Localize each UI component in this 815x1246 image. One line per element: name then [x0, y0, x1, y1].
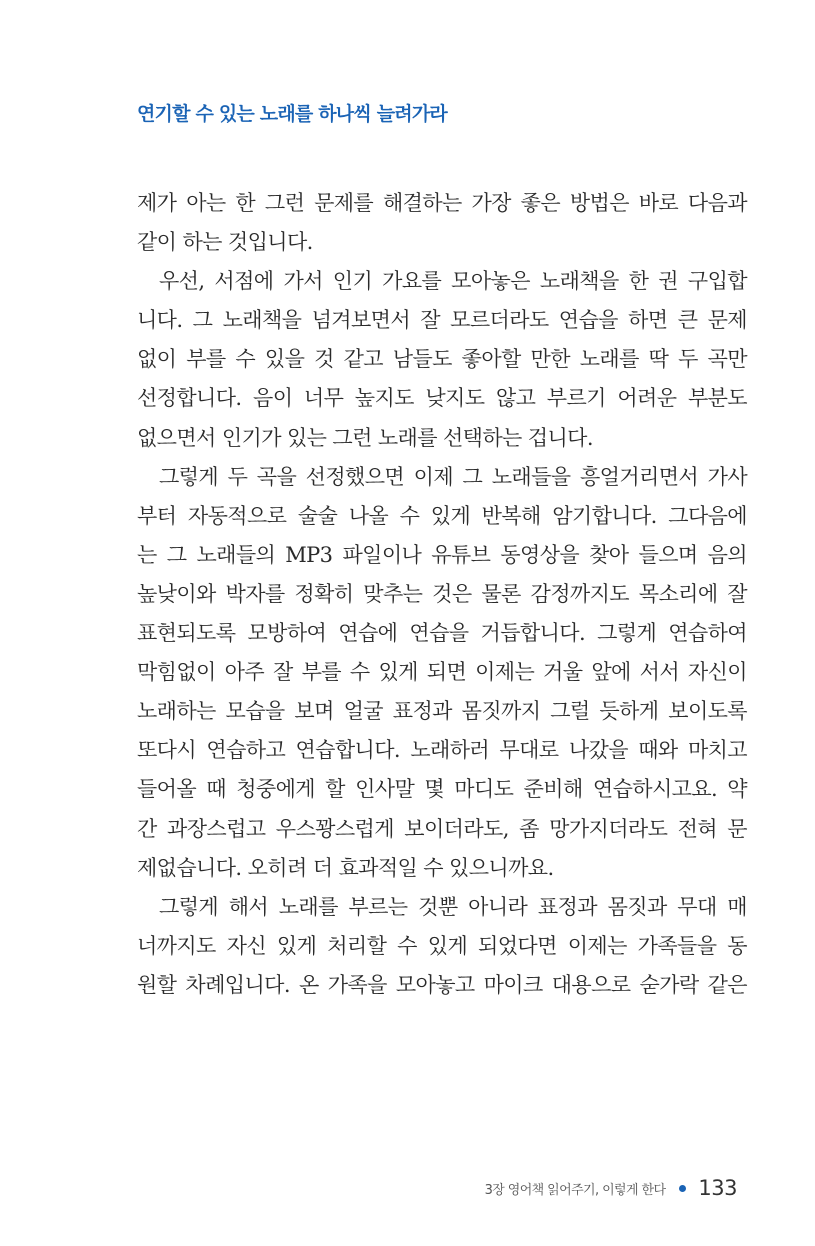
text-line: 니다. 그 노래책을 넘겨보면서 잘 모르더라도 연습을 하면 큰 문제: [137, 308, 747, 333]
running-footer-chapter: 3장 영어책 읽어주기, 이렇게 한다: [484, 1182, 666, 1198]
text-line: 는 그 노래들의 MP3 파일이나 유튜브 동영상을 찾아 들으며 음의: [137, 542, 747, 567]
text-line: 그렇게 해서 노래를 부르는 것뿐 아니라 표정과 몸짓과 무대 매: [159, 894, 747, 919]
text-line: 표현되도록 모방하여 연습에 연습을 거듭합니다. 그렇게 연습하여: [137, 621, 747, 646]
text-line: 제없습니다. 오히려 더 효과적일 수 있으니까요.: [137, 855, 554, 880]
text-line: 간 과장스럽고 우스꽝스럽게 보이더라도, 좀 망가지더라도 전혀 문: [137, 816, 747, 841]
text-line: 들어올 때 청중에게 할 인사말 몇 마디도 준비해 연습하시고요. 약: [137, 777, 747, 802]
text-line: 없이 부를 수 있을 것 같고 남들도 좋아할 만한 노래를 딱 두 곡만: [137, 347, 747, 372]
text-line: 부터 자동적으로 술술 나올 수 있게 반복해 암기합니다. 그다음에: [137, 503, 747, 528]
bullet-dot-icon: [679, 1185, 686, 1192]
text-line: 막힘없이 아주 잘 부를 수 있게 되면 이제는 거울 앞에 서서 자신이: [137, 660, 747, 685]
section-heading: 연기할 수 있는 노래를 하나씩 늘려가라: [137, 103, 447, 125]
text-line: 없으면서 인기가 있는 그런 노래를 선택하는 겁니다.: [137, 425, 593, 450]
text-line: 원할 차례입니다. 온 가족을 모아놓고 마이크 대용으로 숟가락 같은: [137, 972, 747, 997]
page-number: 133: [698, 1176, 737, 1200]
text-line: 같이 하는 것입니다.: [137, 230, 313, 255]
text-line: 너까지도 자신 있게 처리할 수 있게 되었다면 이제는 가족들을 동: [137, 933, 747, 958]
body-text: [137, 184, 747, 1005]
text-line: 높낮이와 박자를 정확히 맞추는 것은 물론 감정까지도 목소리에 잘: [137, 581, 747, 606]
text-line: 또다시 연습하고 연습합니다. 노래하러 무대로 나갔을 때와 마치고: [137, 738, 747, 763]
text-line: 제가 아는 한 그런 문제를 해결하는 가장 좋은 방법은 바로 다음과: [137, 191, 747, 215]
text-line: 그렇게 두 곡을 선정했으면 이제 그 노래들을 흥얼거리면서 가사: [159, 464, 747, 489]
page-footer: [485, 1176, 737, 1200]
text-line: 선정합니다. 음이 너무 높지도 낮지도 않고 부르기 어려운 부분도: [137, 386, 747, 411]
text-line: 우선, 서점에 가서 인기 가요를 모아놓은 노래책을 한 권 구입합: [159, 269, 747, 294]
text-line: 노래하는 모습을 보며 얼굴 표정과 몸짓까지 그럴 듯하게 보이도록: [137, 699, 747, 724]
